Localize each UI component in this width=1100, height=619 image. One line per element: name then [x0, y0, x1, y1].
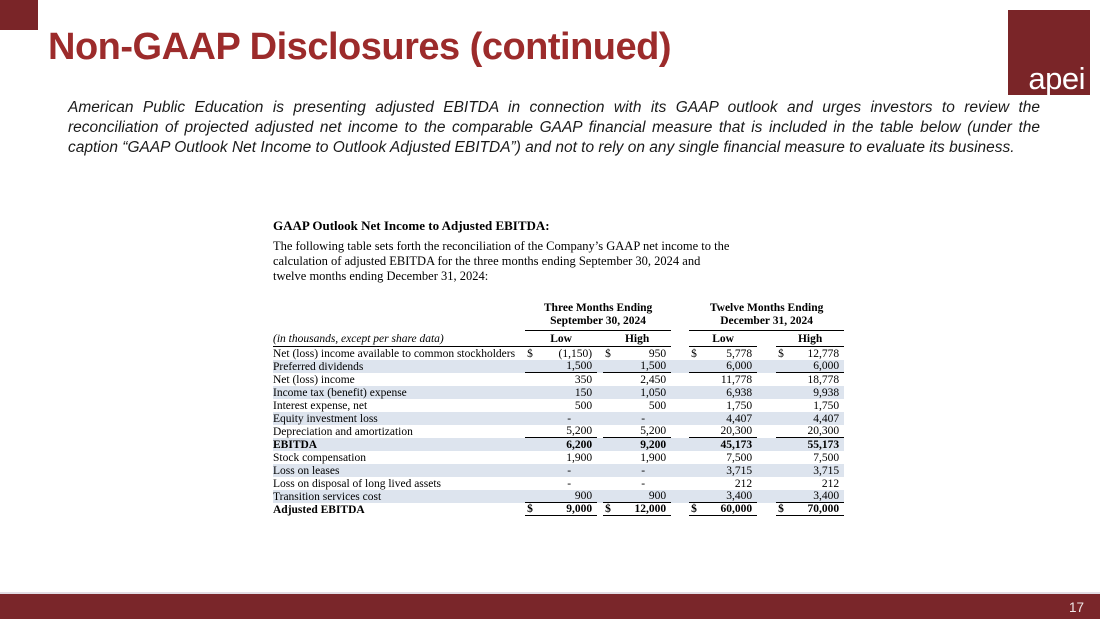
row-label: Transition services cost	[273, 490, 382, 503]
row-value: 1,900	[566, 451, 593, 464]
row-value: -	[641, 464, 646, 477]
row-label: Depreciation and amortization	[273, 425, 413, 438]
row-value: 3,400	[689, 490, 757, 503]
row-value: 2,450	[640, 373, 667, 386]
row-label: Equity investment loss	[273, 412, 378, 425]
row-value: 350	[574, 373, 593, 386]
row-value: 1,750	[813, 399, 840, 412]
row-value: $ 12,778	[778, 347, 840, 360]
row-value: 4,407	[726, 412, 753, 425]
row-value: 1,900	[640, 451, 667, 464]
row-label: Adjusted EBITDA	[273, 503, 365, 516]
row-value: 5,200	[525, 425, 597, 438]
table-body	[273, 347, 844, 516]
row-label: Stock compensation	[273, 451, 366, 464]
table-row	[273, 373, 844, 386]
table-description-line: calculation of adjusted EBITDA for the three months ending September 30, 2024 and	[273, 254, 701, 268]
row-value: -	[641, 477, 646, 490]
apei-logo-text: apei	[1028, 61, 1085, 96]
row-value: 6,000	[776, 360, 844, 373]
column-header-high: High	[603, 331, 671, 347]
row-value: 7,500	[813, 451, 840, 464]
row-value: $ 12,000	[603, 503, 671, 516]
row-value: $ 70,000	[776, 503, 844, 516]
row-value: 55,173	[807, 438, 840, 451]
row-value: 45,173	[720, 438, 753, 451]
column-header-low: Low	[525, 331, 597, 347]
row-value: -	[567, 412, 572, 425]
table-row	[273, 347, 844, 360]
row-value: -	[641, 412, 646, 425]
row-value: 212	[734, 477, 753, 490]
table-row	[273, 386, 844, 399]
group-header-row	[273, 302, 844, 331]
row-value: 9,200	[640, 438, 667, 451]
row-value: 900	[525, 490, 597, 503]
row-value: 6,000	[689, 360, 757, 373]
table-row	[273, 425, 844, 438]
row-value: 3,715	[726, 464, 753, 477]
row-value: $ (1,150)	[527, 347, 593, 360]
apei-logo	[1008, 10, 1090, 95]
row-value: -	[567, 477, 572, 490]
row-value: 18,778	[807, 373, 840, 386]
row-value: -	[567, 464, 572, 477]
row-value: 3,400	[776, 490, 844, 503]
column-note: (in thousands, except per share data)	[273, 331, 515, 347]
table-row	[273, 464, 844, 477]
row-value: $ 5,778	[691, 347, 753, 360]
table-row	[273, 412, 844, 425]
row-value: 20,300	[776, 425, 844, 438]
row-label: EBITDA	[273, 438, 318, 451]
row-label: Preferred dividends	[273, 360, 364, 373]
row-value: 6,200	[566, 438, 593, 451]
group-header-three-months: Three Months Ending September 30, 2024	[525, 302, 671, 331]
row-value: 7,500	[726, 451, 753, 464]
row-label: Interest expense, net	[273, 399, 368, 412]
table-row	[273, 438, 844, 451]
page-title: Non-GAAP Disclosures (continued)	[48, 26, 672, 68]
column-header-high: High	[776, 331, 844, 347]
row-value: $ 950	[605, 347, 667, 360]
row-value: 500	[648, 399, 667, 412]
financial-table-section	[273, 218, 845, 516]
footer-bar	[0, 592, 1100, 619]
intro-paragraph: American Public Education is presenting adjusted EBITDA in connection with its GAAP outlook and urges investors to review the reconciliation of projected adjusted net income to the comparable GAAP financial measure that is included in the table below (under the caption “GAAP Outlook Net Income to Outlook Adjusted EBITDA”) and not to rely on any single financial measure to evaluate its business.	[68, 99, 1040, 156]
table-row	[273, 451, 844, 464]
table-row	[273, 399, 844, 412]
page-number: 17	[1068, 599, 1084, 615]
table-description-line: twelve months ending December 31, 2024:	[273, 269, 489, 283]
table-description-line: The following table sets forth the reconciliation of the Company’s GAAP net income to the	[273, 239, 730, 253]
row-value: 3,715	[813, 464, 840, 477]
column-header-low: Low	[689, 331, 757, 347]
row-value: 11,778	[720, 373, 753, 386]
row-value: 1,750	[726, 399, 753, 412]
row-label: Net (loss) income available to common stockholders	[273, 347, 516, 360]
row-value: 5,200	[603, 425, 671, 438]
row-value: $ 9,000	[525, 503, 597, 516]
table-heading: GAAP Outlook Net Income to Adjusted EBITDA:	[273, 218, 550, 233]
row-value: 4,407	[813, 412, 840, 425]
corner-accent-bar	[0, 0, 38, 30]
row-value: 1,500	[603, 360, 671, 373]
table-description	[273, 239, 845, 284]
row-value: 6,938	[726, 386, 753, 399]
row-label: Income tax (benefit) expense	[273, 386, 407, 399]
row-value: 500	[574, 399, 593, 412]
group-header-twelve-months: Twelve Months Ending December 31, 2024	[689, 302, 844, 331]
sub-header-row	[273, 331, 844, 347]
row-label: Loss on disposal of long lived assets	[273, 477, 442, 490]
row-value: 212	[821, 477, 840, 490]
reconciliation-table	[273, 302, 844, 516]
table-row	[273, 477, 844, 490]
row-label: Net (loss) income	[273, 373, 355, 386]
row-label: Loss on leases	[273, 464, 340, 477]
row-value: 1,050	[640, 386, 667, 399]
table-row	[273, 503, 844, 516]
row-value: 20,300	[689, 425, 757, 438]
row-value: 900	[603, 490, 671, 503]
row-value: $ 60,000	[689, 503, 757, 516]
row-value: 1,500	[525, 360, 597, 373]
row-value: 150	[574, 386, 593, 399]
row-value: 9,938	[813, 386, 840, 399]
table-row	[273, 490, 844, 503]
table-row	[273, 360, 844, 373]
